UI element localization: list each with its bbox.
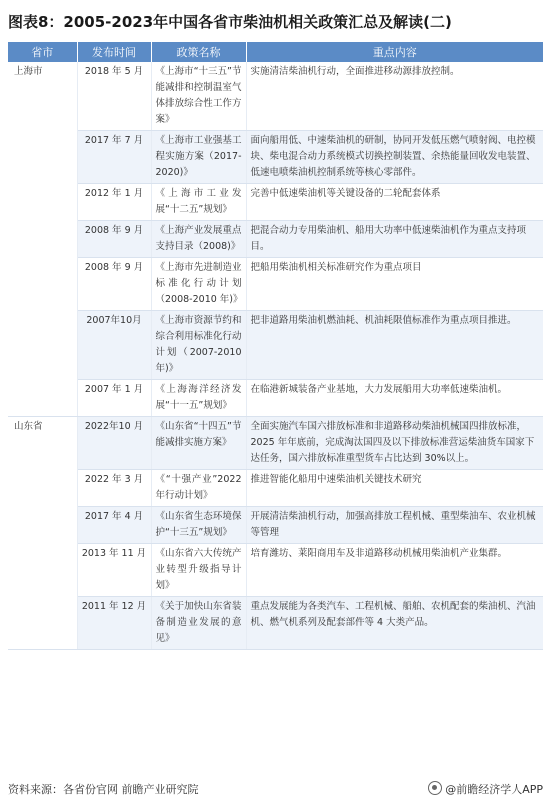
content-cell: 把非道路用柴油机燃油耗、机油耗限值标准作为重点项目推进。 [246,311,543,380]
date-cell: 2008 年 9 月 [77,258,151,311]
source-note: 资料来源：各省份官网 前瞻产业研究院 [8,783,199,796]
content-cell: 实施清洁柴油机行动，全面推进移动源排放控制。 [246,62,543,131]
content-cell: 在临港新城装备产业基地，大力发展船用大功率低速柴油机。 [246,380,543,417]
date-cell: 2011 年 12 月 [77,597,151,650]
policy-name-cell: 《上海市“十三五”节能减排和控制温室气体排放综合性工作方案》 [151,62,246,131]
policy-name-cell: 《上海市资源节约和综合利用标准化行动计划（2007-2010 年)》 [151,311,246,380]
province-cell: 上海市 [8,62,77,417]
content-cell: 开展清洁柴油机行动，加强高排放工程机械、重型柴油车、农业机械等管理 [246,507,543,544]
date-cell: 2022 年 3 月 [77,470,151,507]
policy-name-cell: 《关于加快山东省装备制造业发展的意见》 [151,597,246,650]
table-row [8,507,543,544]
content-cell: 推进智能化船用中速柴油机关键技术研究 [246,470,543,507]
logo-icon [428,781,442,795]
content-cell: 把船用柴油机相关标准研究作为重点项目 [246,258,543,311]
policy-name-cell: 《“十强产业”2022 年行动计划》 [151,470,246,507]
header-key-content: 重点内容 [246,42,543,62]
brand-credit [428,781,543,799]
brand-label: @前瞻经济学人APP [445,783,543,796]
table-row [8,184,543,221]
policy-name-cell: 《上海市工业发展“十二五”规划》 [151,184,246,221]
content-cell: 培育潍坊、莱阳商用车及非道路移动机械用柴油机产业集群。 [246,544,543,597]
header-province: 省市 [8,42,77,62]
date-cell: 2007 年 1 月 [77,380,151,417]
table-row [8,380,543,417]
header-date: 发布时间 [77,42,151,62]
date-cell: 2017 年 7 月 [77,131,151,184]
date-cell: 2008 年 9 月 [77,221,151,258]
footer [8,781,543,799]
table-row [8,62,543,131]
table-row [8,221,543,258]
table-row [8,417,543,470]
date-cell: 2018 年 5 月 [77,62,151,131]
content-cell: 全面实施汽车国六排放标准和非道路移动柴油机械国四排放标准，2025 年年底前，完成淘汰国四及以下排放标准营运柴油货车国家下达任务，国六排放标准重型货车占比达到 30%以上。 [246,417,543,470]
date-cell: 2017 年 4 月 [77,507,151,544]
table-header-row [8,42,543,62]
date-cell: 2007年10月 [77,311,151,380]
date-cell: 2012 年 1 月 [77,184,151,221]
date-cell: 2022年10 月 [77,417,151,470]
province-cell: 山东省 [8,417,77,650]
table-row [8,131,543,184]
content-cell: 完善中低速柴油机等关键设备的二轮配套体系 [246,184,543,221]
policy-name-cell: 《山东省“十四五”节能减排实施方案》 [151,417,246,470]
table-row [8,470,543,507]
policy-name-cell: 《上海市工业强基工程实施方案（2017-2020)》 [151,131,246,184]
date-cell: 2013 年 11 月 [77,544,151,597]
policy-name-cell: 《上海海洋经济发展“十一五”规划》 [151,380,246,417]
content-cell: 面向船用低、中速柴油机的研制，协同开发低压燃气喷射阀、电控模块、柴电混合动力系统模式切换控制装置、余热能量回收发电装置、低速电喷柴油机控制系统等核心零部件。 [246,131,543,184]
content-cell: 重点发展能为各类汽车、工程机械、船舶、农机配套的柴油机、汽油机、燃气机系列及配套部件等 4 大类产品。 [246,597,543,650]
policy-name-cell: 《山东省六大传统产业转型升级指导计划》 [151,544,246,597]
policy-name-cell: 《上海市先进制造业标准化行动计划（2008-2010 年)》 [151,258,246,311]
policy-table [8,42,543,650]
table-row [8,597,543,650]
policy-name-cell: 《上海产业发展重点支持目录（2008)》 [151,221,246,258]
policy-name-cell: 《山东省生态环境保护“十三五”规划》 [151,507,246,544]
chart-title: 图表8：2005-2023年中国各省市柴油机相关政策汇总及解读(二) [8,13,452,31]
table-row [8,544,543,597]
content-cell: 把混合动力专用柴油机、船用大功率中低速柴油机作为重点支持项目。 [246,221,543,258]
table-row [8,258,543,311]
header-policy-name: 政策名称 [151,42,246,62]
table-row [8,311,543,380]
